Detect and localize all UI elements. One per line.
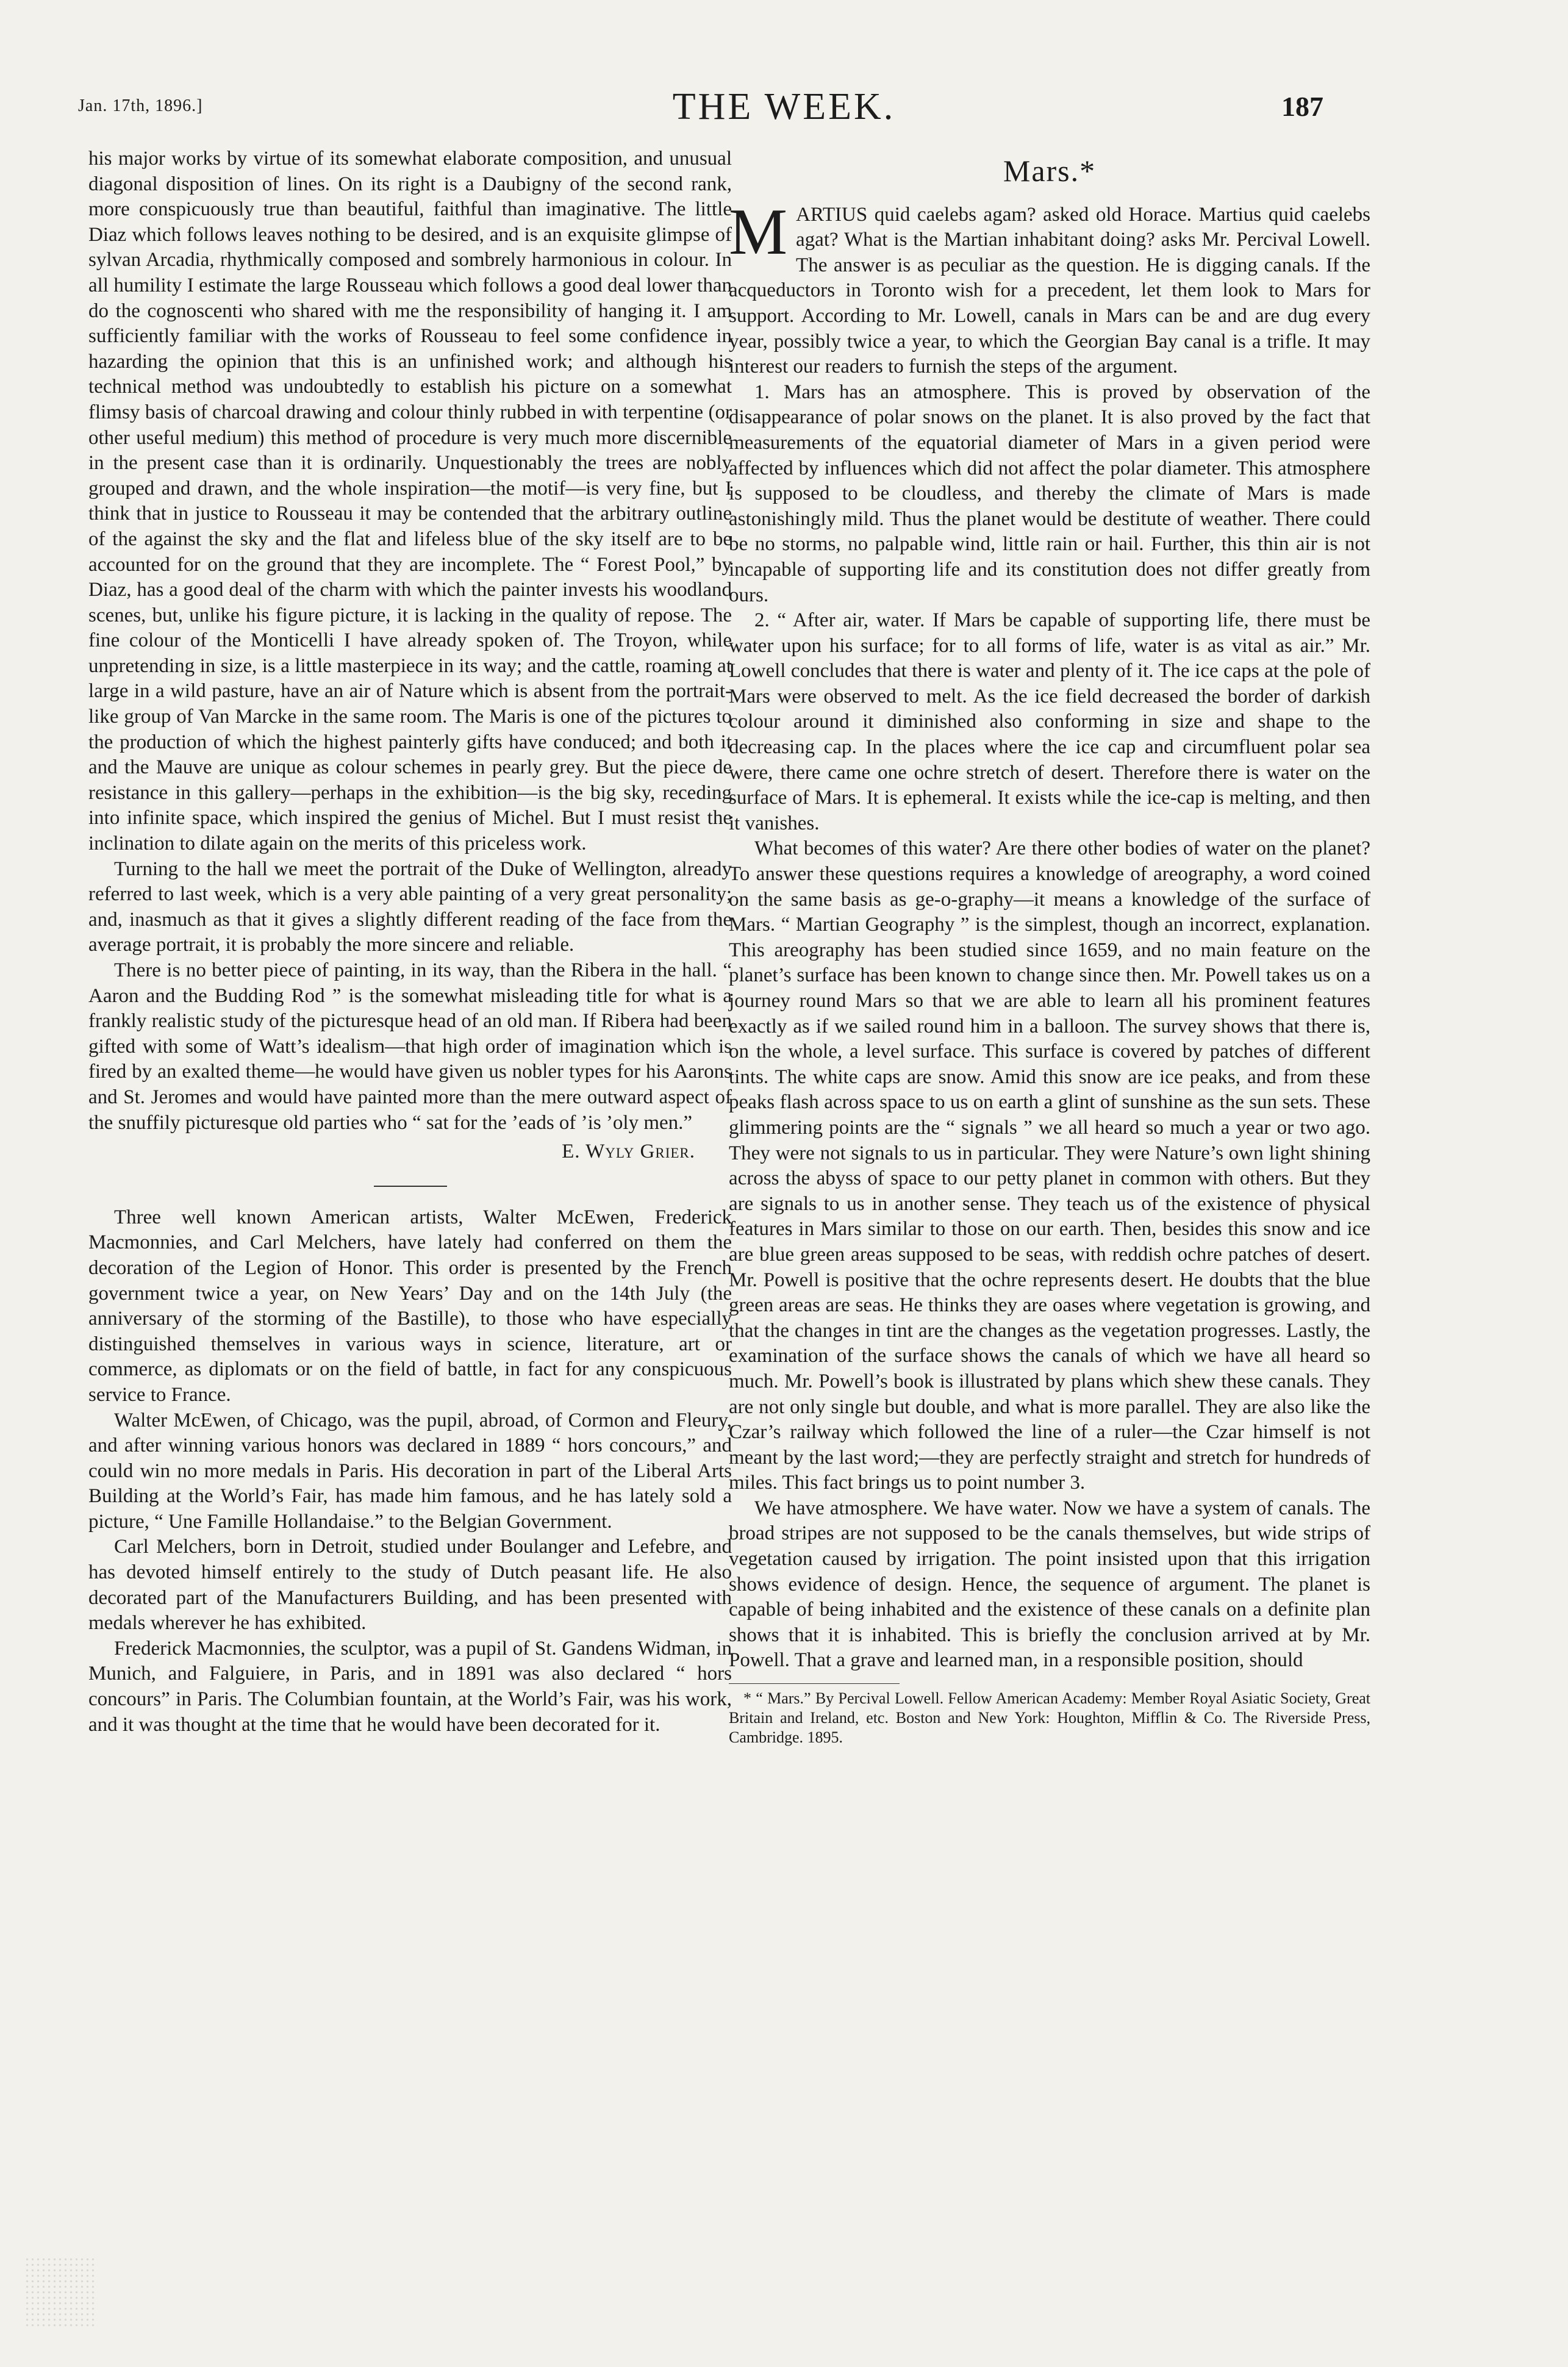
drop-cap: M bbox=[729, 195, 788, 268]
page-header bbox=[0, 0, 1568, 159]
art-review-paragraph: his major works by virtue of its somewhat elaborate composition, and unusual diagonal disposition of lines. On its right is a Daubigny of the second rank, more conspicuously true than beautiful, faithful than imaginative. The little Diaz which follows leaves nothing to be desired, and is an exquisite glimpse of sylvan Arcadia, rhythmically composed and sombrely harmonious in colour. In all humility I estimate the large Rousseau which follows a good deal lower than do the cognoscenti who shared with me the responsibility of hanging it. I am sufficiently familiar with the works of Rousseau to feel some confidence in hazarding the opinion that this is an unfinished work; and although his technical method was undoubtedly to establish his picture on a somewhat flimsy basis of charcoal drawing and colour thinly rubbed in with terpentine (or other useful medium) this method of procedure is very much more discernible in the present case than it is ordinarily. Unquestionably the trees are nobly grouped and drawn, and the whole inspiration—the motif—is very fine, but I think that in justice to Rousseau it may be contended that the arbitrary outline of the against the sky and the flat and lifeless blue of the sky itself are to be accounted for on the ground that they are incomplete. The “ Forest Pool,” by Diaz, has a good deal of the charm with which the painter invests his woodland scenes, but, unlike his figure picture, it is lacking in the quality of repose. The fine colour of the Monticelli I have already spoken of. The Troyon, while unpretending in size, is a little masterpiece in its way; and the cattle, roaming at large in a wild pasture, have an air of Nature which is absent from the portrait-like group of Van Marcke in the same room. The Maris is one of the pictures to the production of which the highest painterly gifts have conduced; and both it and the Mauve are unique as colour schemes in pearly grey. But the piece de resistance in this gallery—perhaps in the exhibition—is the big sky, receding into infinite space, which inspired the genius of Michel. But I must resist the inclination to dilate again on the merits of this priceless work. bbox=[88, 148, 732, 855]
publication-title: THE WEEK. bbox=[672, 86, 896, 127]
news-paragraph: Carl Melchers, born in Detroit, studied under Boulanger and Lefebre, and has devoted himself entirely to the study of Dutch peasant life. He also decorated part of the Manufacturers Building, and has been presented with medals wherever he has exhibited. bbox=[88, 1536, 732, 1635]
right-column bbox=[729, 146, 1370, 1747]
footnote-rule bbox=[729, 1683, 900, 1684]
author-signature: E. Wyly Grier. bbox=[562, 1141, 695, 1163]
art-review-paragraph: There is no better piece of painting, in its way, than the Ribera in the hall. “ Aaron and the Budding Rod ” is the somewhat misleading title for what is a frankly realistic study of the picturesque head of an old man. If Ribera had been gifted with some of Watt’s idealism—that high order of imagination which is fired by an exalted theme—he would have given us nobler types for his Aarons and St. Jeromes and would have painted more than the mere outward aspect of the snuffily picturesque old parties who “ sat for the ’eads of ’is ’oly men.” bbox=[88, 959, 732, 1134]
article-paragraph: 1. Mars has an atmosphere. This is proved by observation of the disappearance of polar snows on the planet. It is also proved by the fact that measurements of the equatorial diameter of Mars in a given period were affected by influences which did not affect the polar diameter. This atmosphere is supposed to be cloudless, and thereby the climate of Mars is made astonishingly mild. Thus the planet would be destitute of weather. There could be no storms, no palpable wind, little rain or hail. Further, this thin air is not incapable of supporting life and its constitution does not differ greatly from ours. bbox=[729, 381, 1370, 606]
lead-paragraph-text: ARTIUS quid caelebs agam? asked old Horace. Martius quid caelebs agat? What is the Martian inhabitant doing? asks Mr. Percival Lowell. The answer is as peculiar as the question. He is digging canals. If the acqueductors in Toronto wish for a precedent, let them look to Mars for support. According to Mr. Lowell, canals in Mars can be and are dug every year, possibly twice a year, to which the Georgian Bay canal is a trifle. It may interest our readers to furnish the steps of the argument. bbox=[729, 203, 1370, 378]
lead-paragraph bbox=[729, 195, 1370, 380]
article-paragraph: What becomes of this water? Are there other bodies of water on the planet? To answer these questions requires a knowledge of areography, a word coined on the same basis as ge-o-graphy—it means a knowledge of the surface of Mars. “ Martian Geography ” is the simplest, though an incorrect, explanation. This areography has been studied since 1659, and no main feature on the planet’s surface has been known to change since then. Mr. Powell takes us on a journey round Mars so that we are able to learn all his prominent features exactly as if we sailed round him in a balloon. The survey shows that there is, on the whole, a level surface. This surface is covered by patches of different tints. The white caps are snow. Amid this snow are ice peaks, and from these peaks flash across space to us on earth a glint of sunshine as the sun sets. These glimmering points are the “ signals ” we all heard so much a year or two ago. They were not signals to us in particular. They were Nature’s own light shining across the abyss of space to our petty planet in common with others. But they are signals to us in another sense. They teach us of the existence of physical features in Mars similar to those on our earth. Then, besides this snow and ice are blue green areas supposed to be seas, with reddish ochre patches of desert. Mr. Powell is positive that the ochre represents desert. He doubts that the blue green areas are seas. He thinks they are oases where vegetation is growing, and that the changes in tint are the changes as the vegetation progresses. Lastly, the examination of the surface shows the canals of which we have all heard so much. Mr. Powell’s book is illustrated by plans which shew these canals. They are not only single but double, and what is more parallel. They are also like the Czar’s railway which followed the line of a ruler—the Czar himself is not meant by the last word;—they are perfectly straight and stretch for hundreds of miles. This fact brings us to point number 3. bbox=[729, 837, 1370, 1494]
issue-date: Jan. 17th, 1896.] bbox=[78, 96, 203, 115]
footnote: * “ Mars.” By Percival Lowell. Fellow American Academy: Member Royal Asiatic Society, Great Britain and Ireland, etc. Boston and New York: Houghton, Mifflin & Co. The Riverside Press, Cambridge. 1895. bbox=[729, 1689, 1370, 1747]
article-paragraph: We have atmosphere. We have water. Now we have a system of canals. The broad stripes are not supposed to be the canals themselves, but wide strips of vegetation caused by irrigation. The point insisted upon that this irrigation shows evidence of design. Hence, the sequence of argument. The planet is capable of being inhabited and the existence of these canals on a definite plan shows that it is inhabited. This is briefly the conclusion arrived at by Mr. Powell. That a grave and learned man, in a responsible position, should bbox=[729, 1497, 1370, 1672]
article-title: Mars.* bbox=[1003, 154, 1097, 188]
news-paragraph: Walter McEwen, of Chicago, was the pupil, abroad, of Cormon and Fleury, and after winning various honors was declared in 1889 “ hors concours,” and could win no more medals in Paris. His decoration in part of the Liberal Arts Building at the World’s Fair, has made him famous, and he has lately sold a picture, “ Une Famille Hollandaise.” to the Belgian Government. bbox=[88, 1409, 732, 1533]
section-divider bbox=[374, 1186, 447, 1187]
news-paragraph: Frederick Macmonnies, the sculptor, was a pupil of St. Gandens Widman, in Munich, and Falguiere, in Paris, and in 1891 was also declared “ hors concours” in Paris. The Columbian fountain, at the World’s Fair, was his work, and it was thought at the time that he would have been decorated for it. bbox=[88, 1637, 732, 1736]
page-number: 187 bbox=[1281, 91, 1323, 122]
article-paragraph: 2. “ After air, water. If Mars be capable of supporting life, there must be water upon his surface; for to all forms of life, water is as vital as air.” Mr. Lowell concludes that there is water and plenty of it. The ice caps at the pole of Mars were observed to melt. As the ice field decreased the border of darkish colour around it diminished also conforming in size and shape to the decreasing cap. In the places where the ice cap and circumfluent polar sea were, there came one ochre stretch of desert. Therefore there is water on the surface of Mars. It is ephemeral. It exists while the ice-cap is melting, and then it vanishes. bbox=[729, 609, 1370, 834]
paper-speckle bbox=[24, 2257, 98, 2330]
left-column bbox=[88, 146, 732, 1738]
art-review-paragraph: Turning to the hall we meet the portrait of the Duke of Wellington, already referred to last week, which is a very able painting of a very great personality; and, inasmuch as that it gives a slightly different reading of the face from the average portrait, it is probably the more sincere and reliable. bbox=[88, 858, 732, 956]
news-paragraph: Three well known American artists, Walter McEwen, Frederick Macmonnies, and Carl Melchers, have lately had conferred on them the decoration of the Legion of Honor. This order is presented by the French government twice a year, on New Years’ Day and on the 14th July (the anniversary of the storming of the Bastille), to those who have especially distinguished themselves in various ways in science, literature, art or commerce, as diplomats or on the field of battle, in fact for any conspicuous service to France. bbox=[88, 1206, 732, 1406]
